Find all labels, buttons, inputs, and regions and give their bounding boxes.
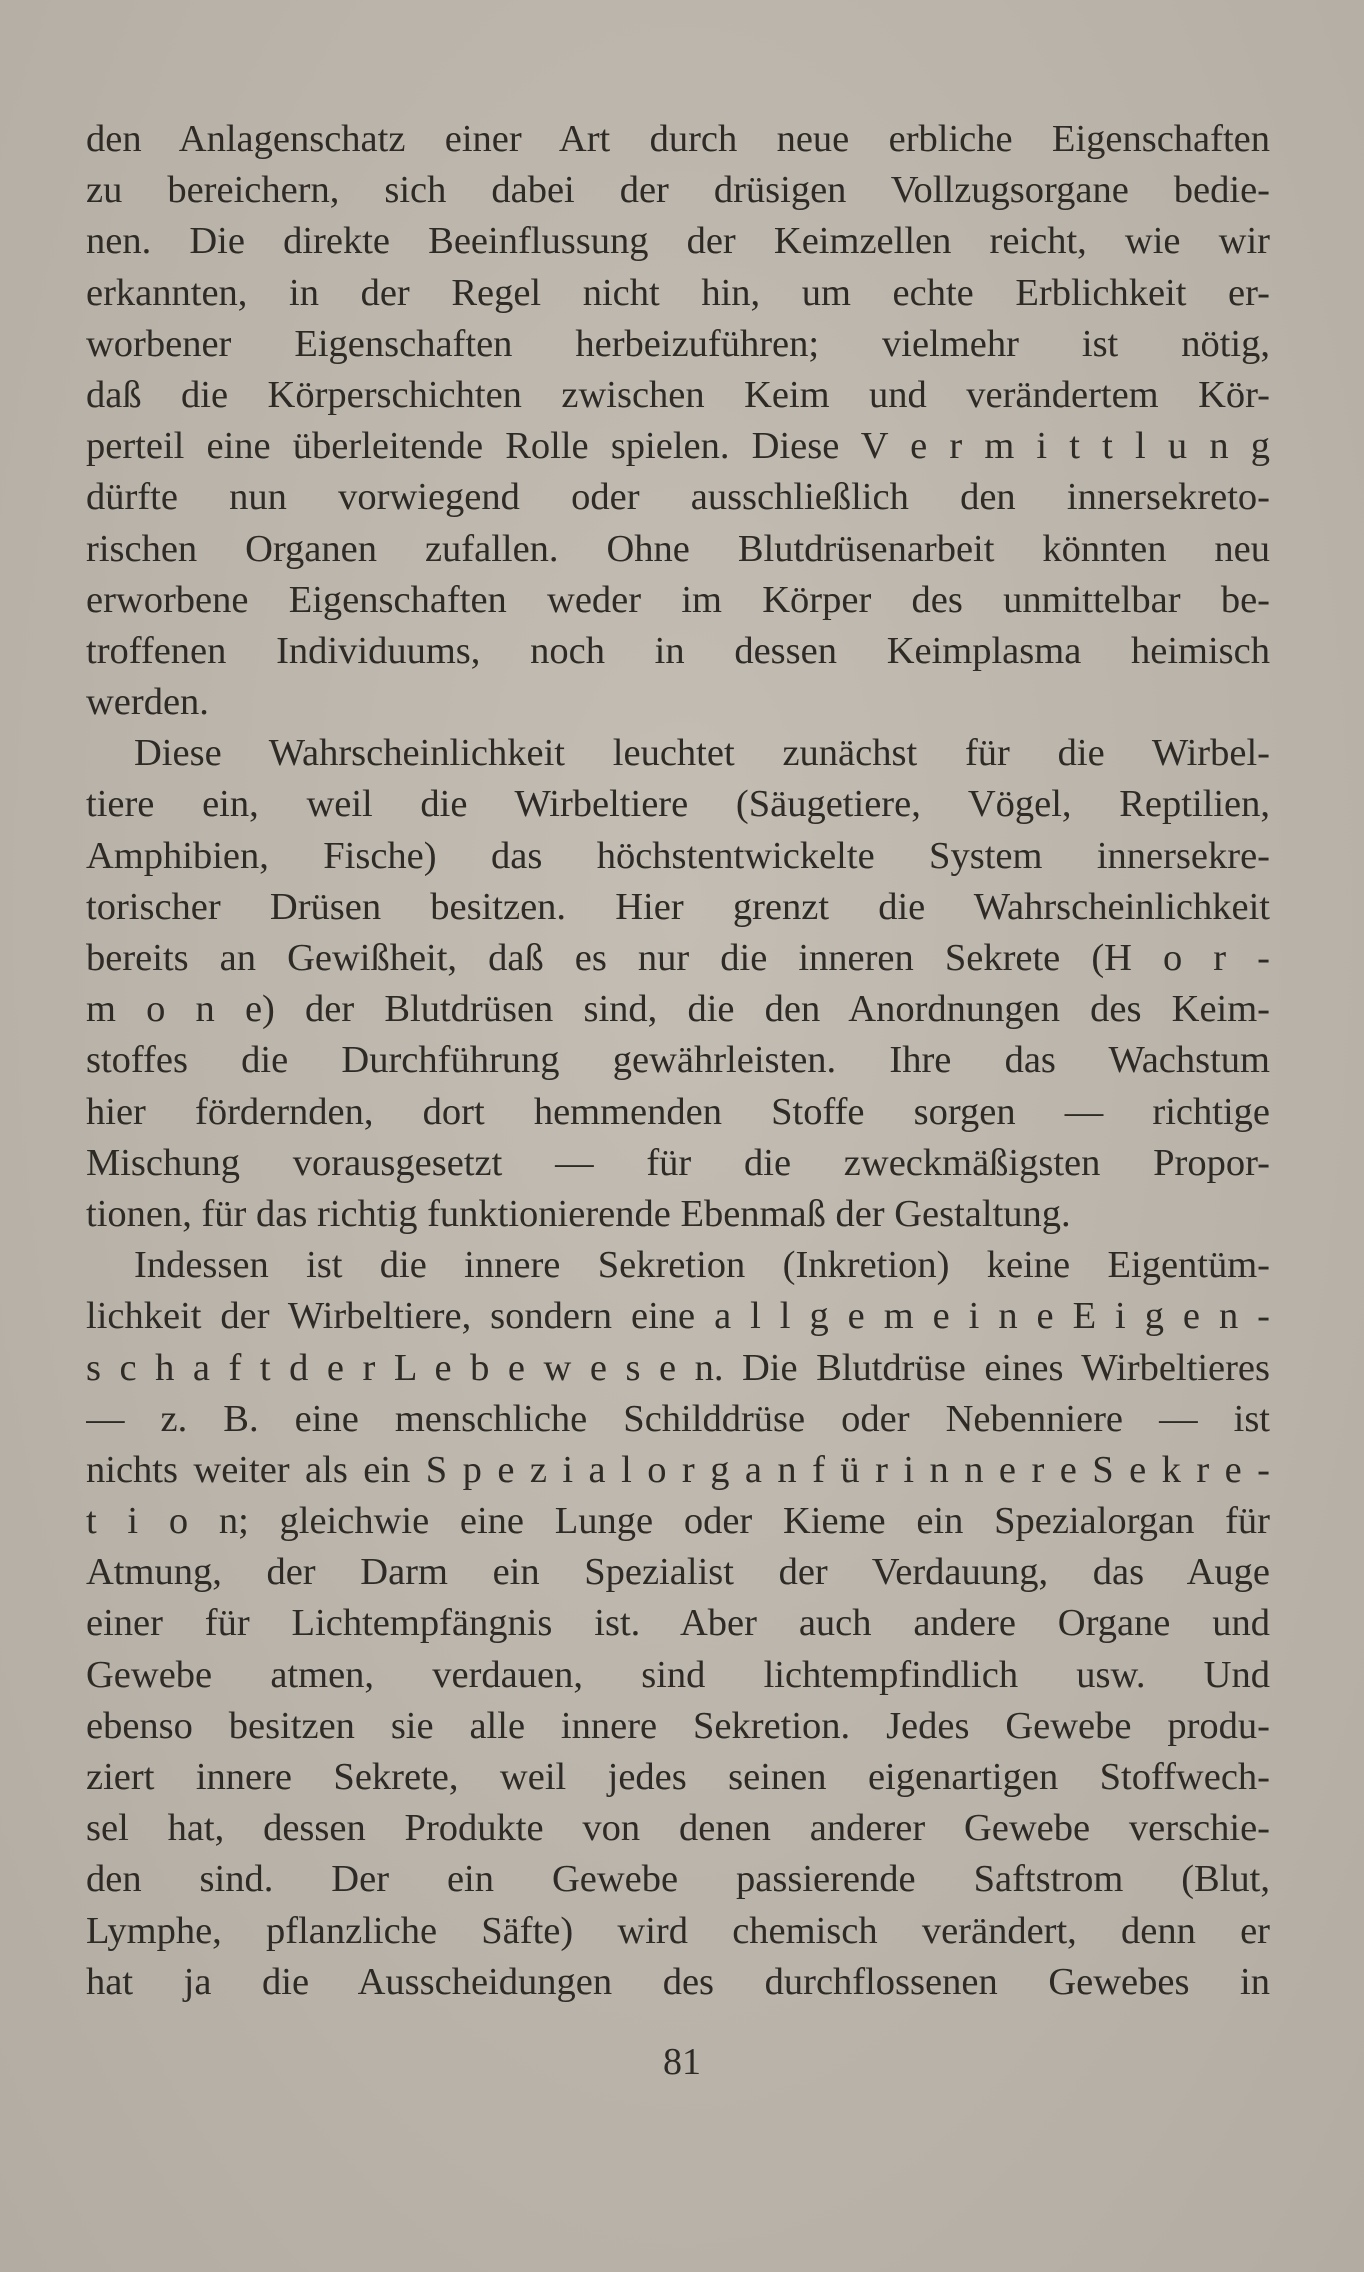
text-line: erworbene Eigenschaften weder im Körper des unmittelbar be- (86, 578, 1270, 621)
text-line: perteil eine überleitende Rolle spielen. Diese V e r m i t t l u n g (86, 425, 1270, 468)
text-line: worbener Eigenschaften herbeizuführen; vielmehr ist nötig, (86, 322, 1270, 365)
text-line: werden. (86, 681, 209, 724)
text-line: tionen, für das richtig funktionierende Ebenmaß der Gestaltung. (86, 1192, 1071, 1235)
text-line: erkannten, in der Regel nicht hin, um echte Erblichkeit er- (86, 271, 1270, 314)
text-line: Lymphe, pflanzliche Säfte) wird chemisch verändert, denn er (86, 1909, 1270, 1952)
text-line: s c h a f t d e r L e b e w e s e n. Die Blutdrüse eines Wirbeltieres (86, 1346, 1270, 1389)
text-line: stoffes die Durchführung gewährleisten. Ihre das Wachstum (86, 1039, 1270, 1082)
text-line: bereits an Gewißheit, daß es nur die inneren Sekrete (H o r - (86, 937, 1270, 979)
text-line: dürfte nun vorwiegend oder ausschließlich den innersekreto- (86, 476, 1270, 519)
text-line: zu bereichern, sich dabei der drüsigen Vollzugsorgane bedie- (86, 169, 1270, 212)
text-line: m o n e) der Blutdrüsen sind, die den Anordnungen des Keim- (86, 988, 1270, 1031)
text-line: nen. Die direkte Beeinflussung der Keimzellen reicht, wie wir (86, 220, 1270, 263)
text-line: Atmung, der Darm ein Spezialist der Verdauung, das Auge (86, 1551, 1270, 1594)
text-line: tiere ein, weil die Wirbeltiere (Säugetiere, Vögel, Reptilien, (86, 783, 1270, 826)
text-line: Diese Wahrscheinlichkeit leuchtet zunächst für die Wirbel- (134, 732, 1270, 775)
page-number: 81 (663, 2041, 701, 2083)
text-line: ebenso besitzen sie alle innere Sekretion. Jedes Gewebe produ- (86, 1704, 1270, 1747)
text-line: hier fördernden, dort hemmenden Stoffe sorgen — richtige (86, 1090, 1270, 1133)
text-line: Mischung vorausgesetzt — für die zweckmäßigsten Propor- (86, 1141, 1270, 1184)
text-line: Indessen ist die innere Sekretion (Inkretion) keine Eigentüm- (134, 1244, 1270, 1287)
text-line: Amphibien, Fische) das höchstentwickelte System innersekre- (86, 834, 1270, 877)
text-line: lichkeit der Wirbeltiere, sondern eine a l l g e m e i n e E i g e n - (86, 1295, 1270, 1338)
text-line: daß die Körperschichten zwischen Keim und verändertem Kör- (86, 373, 1270, 416)
text-line: sel hat, dessen Produkte von denen anderer Gewebe verschie- (86, 1807, 1270, 1850)
text-line: Gewebe atmen, verdauen, sind lichtempfindlich usw. Und (86, 1653, 1270, 1696)
text-line: troffenen Individuums, noch in dessen Keimplasma heimisch (86, 629, 1270, 672)
text-line: — z. B. eine menschliche Schilddrüse oder Nebenniere — ist (86, 1397, 1270, 1440)
text-line: rischen Organen zufallen. Ohne Blutdrüsenarbeit könnten neu (86, 527, 1270, 570)
text-line: ziert innere Sekrete, weil jedes seinen eigenartigen Stoffwech- (86, 1756, 1270, 1798)
text-line: torischer Drüsen besitzen. Hier grenzt die Wahrscheinlichkeit (86, 885, 1270, 928)
text-line: den Anlagenschatz einer Art durch neue erbliche Eigenschaften (86, 118, 1270, 160)
text-line: t i o n; gleichwie eine Lunge oder Kieme ein Spezialorgan für (86, 1500, 1270, 1543)
text-line: einer für Lichtempfängnis ist. Aber auch andere Organe und (86, 1602, 1270, 1645)
text-line: nichts weiter als ein S p e z i a l o r g a n f ü r i n n e r e S e k r e - (86, 1448, 1270, 1491)
text-line: den sind. Der ein Gewebe passierende Saftstrom (Blut, (86, 1858, 1270, 1901)
text-line: hat ja die Ausscheidungen des durchflossenen Gewebes in (86, 1960, 1270, 2003)
body-text (86, 114, 1270, 2008)
